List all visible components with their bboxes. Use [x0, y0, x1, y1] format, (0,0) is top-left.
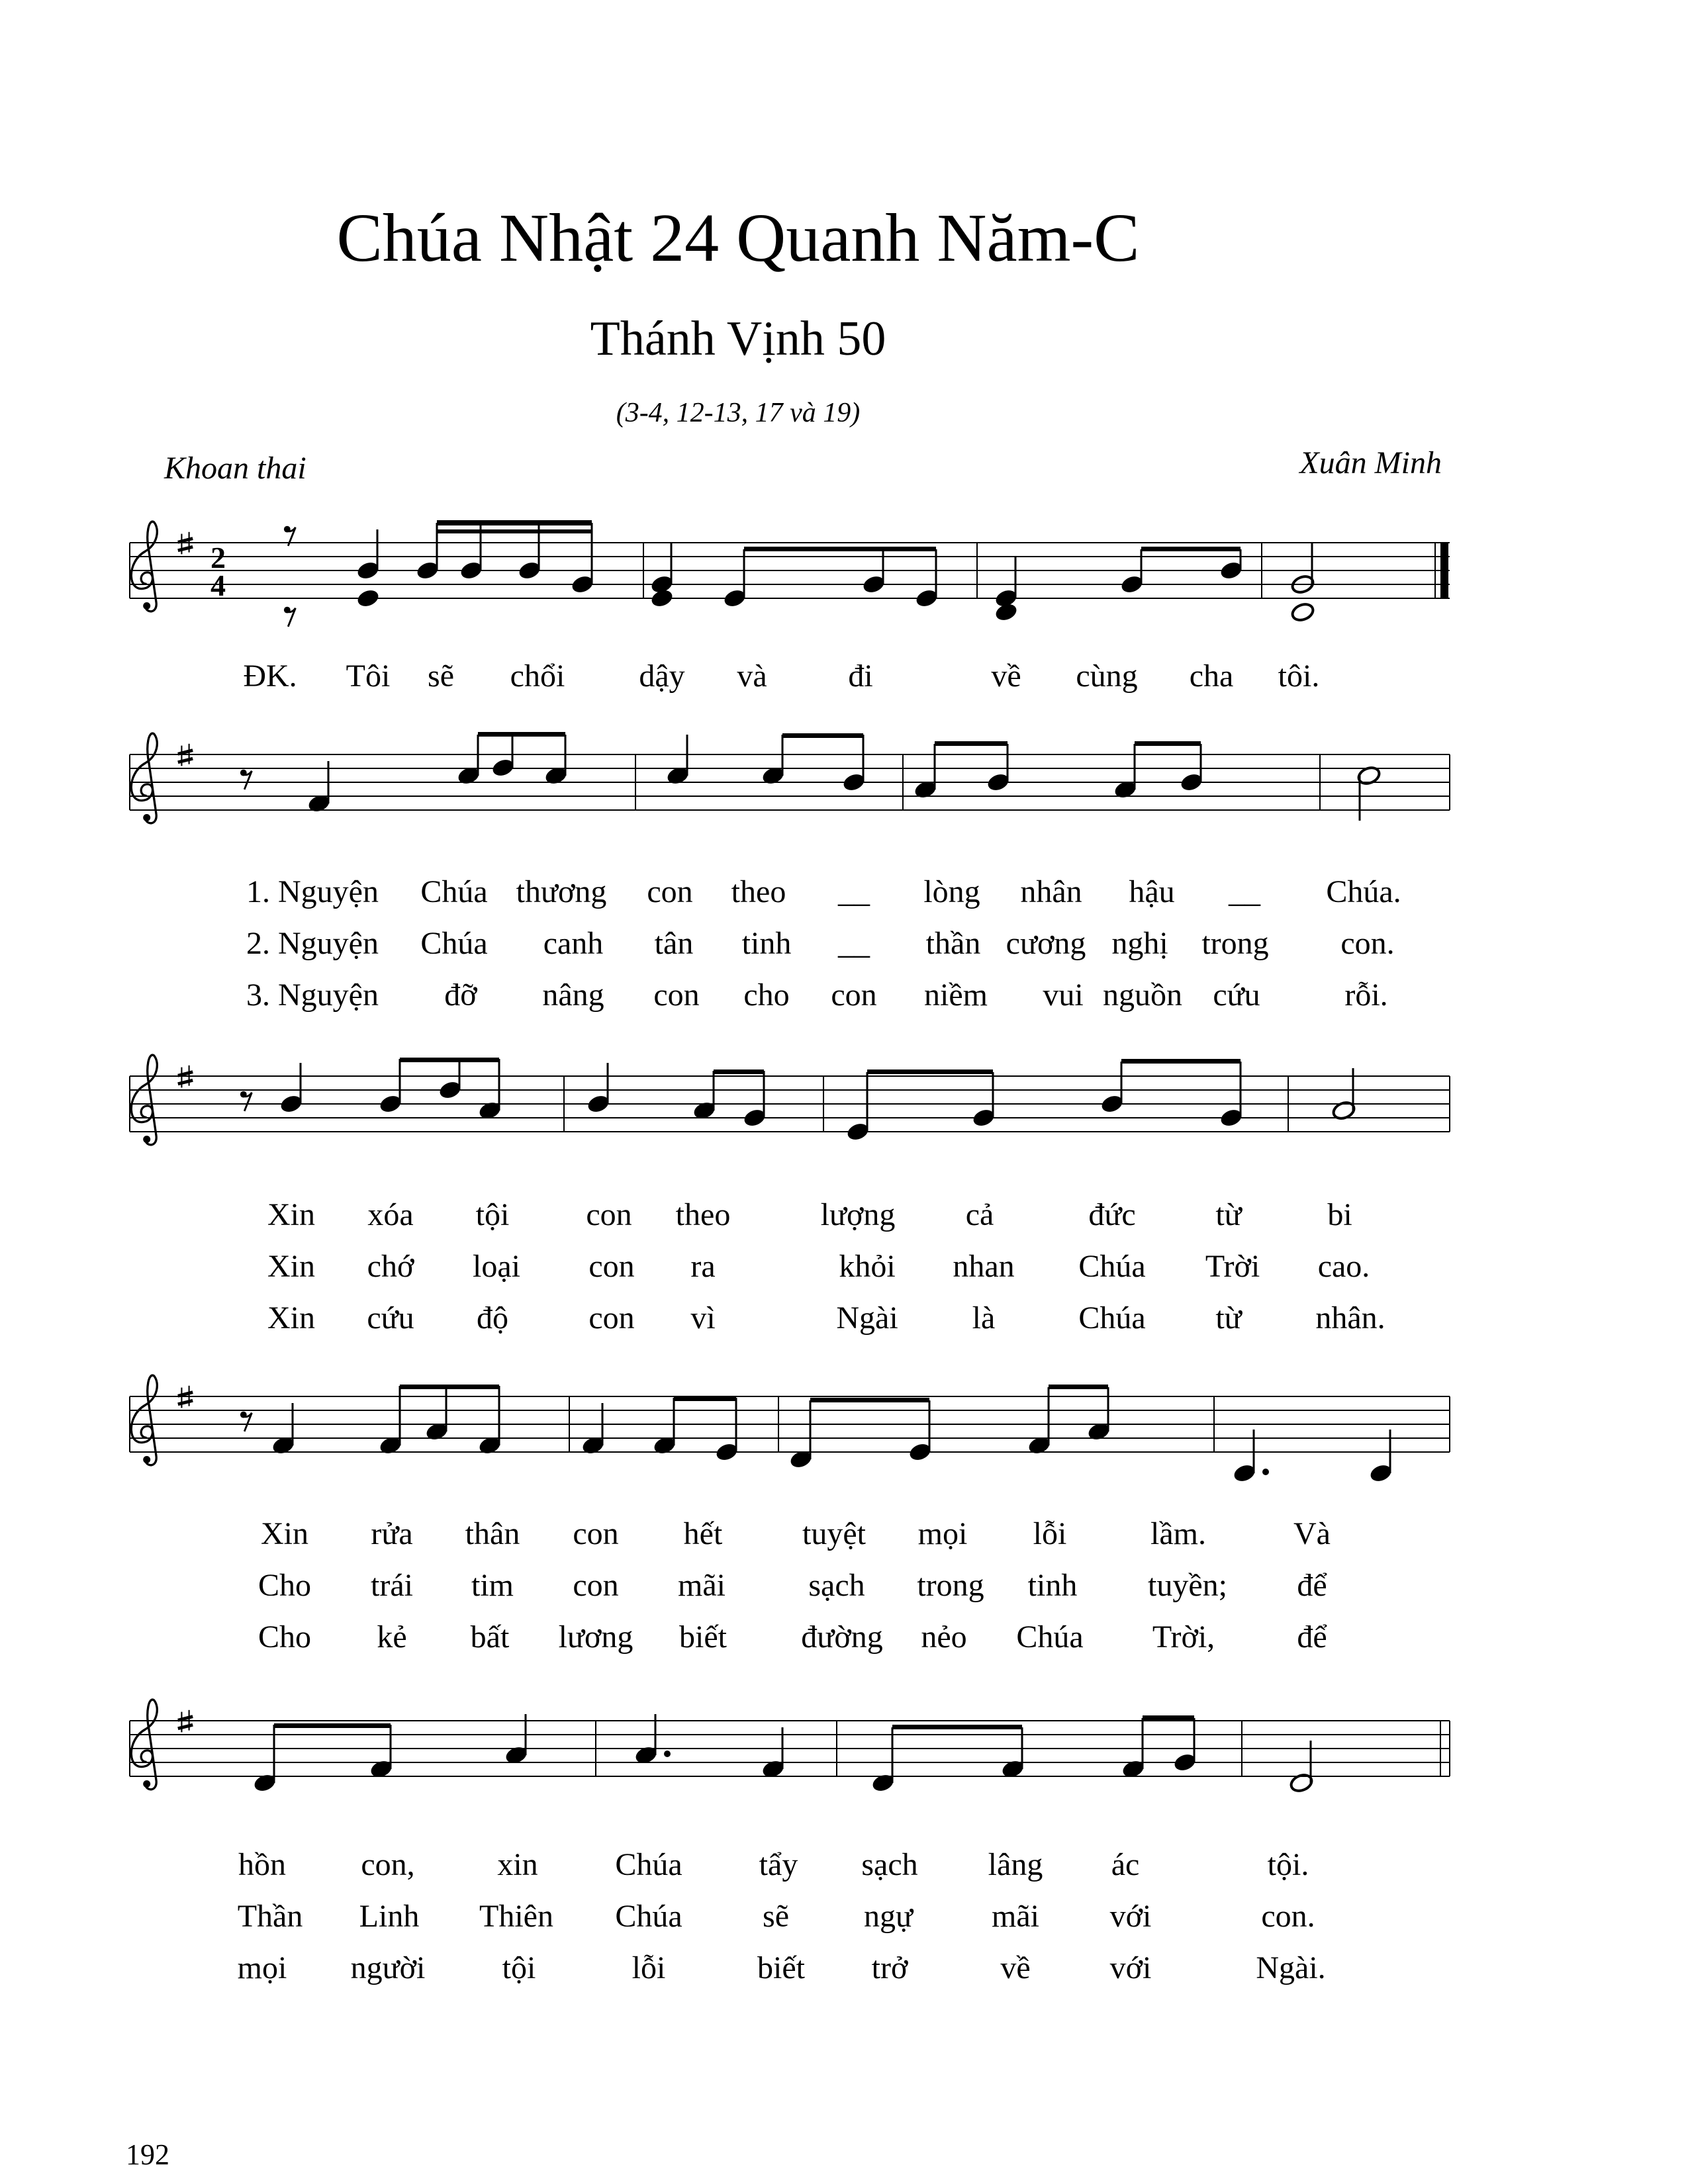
lyric-word: theo [675, 1197, 731, 1232]
lyric-word: __ [838, 926, 870, 961]
lyric-word: sạch [808, 1568, 865, 1603]
lyric-word: con [653, 978, 700, 1013]
lyric-word: Cho [258, 1619, 312, 1655]
lyric-word: Tôi [346, 659, 391, 694]
lyric-word: tôi. [1278, 659, 1320, 694]
lyric-word: đức [1088, 1197, 1136, 1232]
lyric-word: con [586, 1197, 632, 1232]
lyric-word: con. [1261, 1899, 1315, 1934]
lyric-word: lượng [820, 1197, 896, 1232]
lyric-word: Ngài [836, 1300, 898, 1336]
lyric-word: con [588, 1249, 635, 1284]
page-subtitle: Thánh Vịnh 50 [590, 312, 886, 366]
lyric-word: lâng [988, 1847, 1043, 1882]
lyric-word: tẩy [759, 1847, 798, 1882]
lyric-word: ngự [863, 1899, 914, 1934]
lyric-word: để [1297, 1568, 1327, 1603]
lyric-word: con [573, 1568, 619, 1603]
lyric-word: trong [917, 1568, 984, 1603]
staff-1 [130, 520, 1450, 627]
lyric-word: Chúa. [1326, 874, 1401, 909]
lyric-word: lương [558, 1619, 633, 1655]
lyric-word: hậu [1129, 874, 1175, 909]
lyric-word: canh [543, 926, 604, 961]
lyric-word: sẽ [428, 659, 454, 694]
lyric-word: và [737, 659, 767, 694]
lyric-word: Ngài. [1256, 1950, 1326, 1985]
lyric-word: tinh [741, 926, 792, 961]
lyric-word: ra [690, 1249, 716, 1284]
lyric-word: tinh [1027, 1568, 1078, 1603]
lyric-word: nhan [953, 1249, 1015, 1284]
lyric-word: về [1000, 1950, 1031, 1985]
lyric-word: Trời, [1152, 1619, 1215, 1655]
lyric-word: mọi [237, 1950, 287, 1985]
lyric-word: độ [477, 1300, 508, 1336]
lyric-word: Xin [267, 1300, 315, 1336]
lyric-word: con. [1340, 926, 1395, 961]
lyric-word: khỏi [839, 1249, 896, 1284]
page-title: Chúa Nhật 24 Quanh Năm-C [336, 200, 1140, 276]
lyric-word: rỗi. [1344, 978, 1388, 1013]
lyric-word: cho [743, 978, 790, 1013]
lyric-word: 1. Nguyện [246, 874, 379, 909]
lyric-word: để [1297, 1619, 1327, 1655]
lyric-word: dậy [639, 659, 685, 694]
lyric-word: tim [471, 1568, 514, 1603]
lyric-word: Chúa [420, 874, 488, 909]
lyric-word: chổi [510, 659, 565, 694]
lyric-word: cao. [1317, 1249, 1370, 1284]
staff-2 [130, 732, 1450, 823]
lyric-word: từ [1215, 1197, 1242, 1232]
lyric-word: biết [679, 1619, 727, 1655]
lyric-word: ác [1111, 1847, 1140, 1882]
lyric-word: Thiên [479, 1899, 553, 1934]
lyric-word: lầm. [1150, 1516, 1206, 1551]
lyric-word: theo [731, 874, 786, 909]
lyric-word: đường [801, 1619, 883, 1655]
lyric-word: thân [465, 1516, 520, 1551]
lyric-word: lòng [923, 874, 980, 909]
lyric-word: người [350, 1950, 426, 1985]
lyric-word: ĐK. [243, 659, 297, 694]
lyric-word: mãi [678, 1568, 726, 1603]
lyric-word: Chúa [1016, 1619, 1084, 1655]
lyric-word: xóa [367, 1197, 414, 1232]
lyric-word: tội [502, 1950, 536, 1985]
lyric-word: nguồn [1103, 978, 1182, 1013]
composer: Xuân Minh [1299, 445, 1442, 480]
lyric-word: thần [925, 926, 981, 961]
lyric-word: con [588, 1300, 635, 1336]
lyric-word: Chúa [1078, 1300, 1146, 1336]
lyric-word: Chúa [615, 1847, 682, 1882]
lyric-word: nghị [1111, 926, 1168, 961]
lyric-word: chớ [367, 1249, 414, 1284]
psalm-verses: (3-4, 12-13, 17 và 19) [616, 398, 861, 428]
lyric-word: cương [1006, 926, 1086, 961]
lyric-word: nhân. [1315, 1300, 1385, 1336]
lyric-word: tuyền; [1148, 1568, 1227, 1603]
lyric-word: con [573, 1516, 619, 1551]
lyric-word: là [972, 1300, 996, 1336]
lyric-word: mãi [992, 1899, 1039, 1934]
lyric-word: mọi [917, 1516, 968, 1551]
lyric-word: 3. Nguyện [246, 978, 379, 1013]
lyric-word: cùng [1076, 659, 1138, 694]
lyric-word: cả [965, 1197, 994, 1232]
lyric-word: Và [1293, 1516, 1331, 1551]
lyric-word: sạch [861, 1847, 918, 1882]
lyric-word: kẻ [377, 1619, 407, 1655]
lyric-word: Trời [1205, 1249, 1260, 1284]
lyric-word: loại [473, 1249, 520, 1284]
lyric-word: nhân [1020, 874, 1082, 909]
lyric-word: Xin [267, 1249, 315, 1284]
lyric-word: đỡ [444, 978, 477, 1013]
lyric-word: Xin [267, 1197, 315, 1232]
lyric-word: hết [683, 1516, 723, 1551]
lyric-word: con [831, 978, 877, 1013]
lyric-word: 2. Nguyện [246, 926, 379, 961]
lyric-word: Chúa [1078, 1249, 1146, 1284]
lyric-word: Chúa [420, 926, 488, 961]
svg-text:4: 4 [211, 569, 226, 602]
lyric-word: tội [475, 1197, 510, 1232]
lyric-word: lỗi [632, 1950, 666, 1985]
lyric-word: với [1109, 1899, 1152, 1934]
lyric-word: __ [838, 874, 870, 909]
tempo-marking: Khoan thai [164, 451, 306, 486]
lyric-word: từ [1215, 1300, 1242, 1336]
lyric-word: bi [1327, 1197, 1352, 1232]
lyric-word: rửa [371, 1516, 413, 1551]
lyric-word: vì [690, 1300, 716, 1336]
lyric-word: cứu [1213, 978, 1260, 1013]
lyric-word: con [647, 874, 693, 909]
lyric-word: đi [848, 659, 873, 694]
lyric-word: biết [757, 1950, 805, 1985]
lyric-word: __ [1229, 874, 1260, 909]
lyric-word: con, [361, 1847, 415, 1882]
lyric-word: Cho [258, 1568, 312, 1603]
lyric-word: cha [1189, 659, 1234, 694]
lyric-word: tội. [1267, 1847, 1309, 1882]
lyric-word: tuyệt [802, 1516, 866, 1551]
staff-4 [130, 1375, 1450, 1484]
lyric-word: trở [871, 1950, 908, 1985]
lyric-word: Chúa [615, 1899, 682, 1934]
lyric-word: với [1109, 1950, 1152, 1985]
lyric-word: niềm [924, 978, 988, 1013]
lyric-word: thương [516, 874, 607, 909]
staff-5 [130, 1700, 1450, 1794]
lyric-word: trong [1201, 926, 1269, 961]
lyric-word: Linh [359, 1899, 420, 1934]
lyric-word: trái [371, 1568, 413, 1603]
staff-3 [130, 1055, 1450, 1145]
lyric-word: cứu [367, 1300, 414, 1336]
lyric-word: tân [654, 926, 694, 961]
lyric-word: sẽ [763, 1899, 789, 1934]
time-signature: 2 [211, 541, 226, 574]
lyric-word: bất [470, 1619, 510, 1655]
lyric-word: vui [1043, 978, 1084, 1013]
page-number: 192 [126, 2138, 169, 2171]
lyric-word: về [991, 659, 1021, 694]
lyric-word: nâng [542, 978, 604, 1013]
lyric-word: lỗi [1033, 1516, 1067, 1551]
lyric-word: Thần [237, 1899, 303, 1934]
lyric-word: hồn [238, 1847, 286, 1882]
lyric-word: Xin [261, 1516, 308, 1551]
lyric-word: xin [497, 1847, 538, 1882]
lyric-word: nẻo [921, 1619, 967, 1655]
